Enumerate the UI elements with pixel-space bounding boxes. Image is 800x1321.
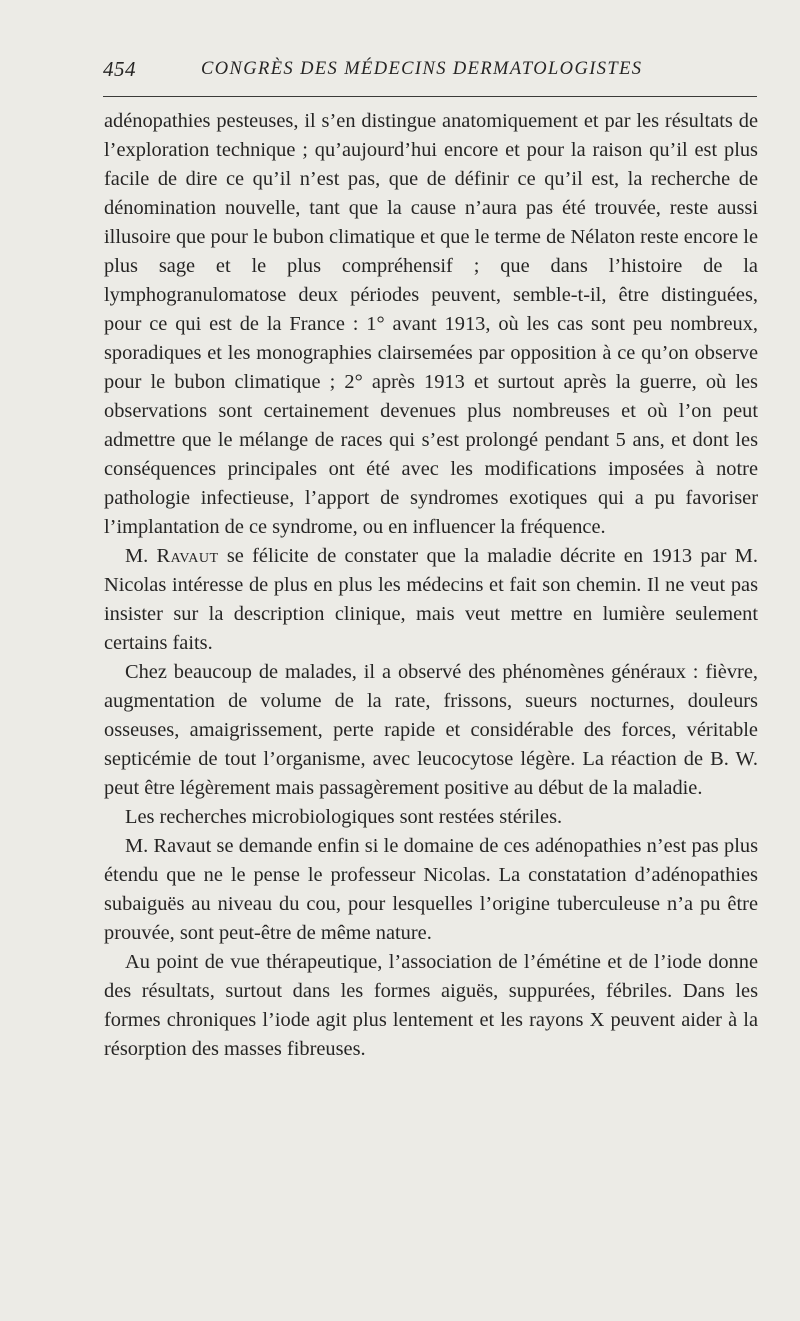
body-text xyxy=(104,107,758,1064)
running-header xyxy=(103,57,758,87)
running-title: CONGRÈS DES MÉDECINS DERMATOLOGISTES xyxy=(201,59,643,79)
paragraph-symptoms: Chez beaucoup de malades, il a observé des phénomènes généraux : fièvre, augmentation de volume de la rate, frissons, sueurs nocturnes, douleurs osseuses, amaigrissement, perte rapide et considérable des forces, véritable septicémie de tout l’organisme, avec leucocytose légère. La réaction de B. W. peut être légèrement mais passagèrement positive au début de la maladie. xyxy=(104,661,758,799)
page-number: 454 xyxy=(103,57,136,81)
paragraph-ravaut-intro xyxy=(104,542,758,658)
author-name: Ravaut xyxy=(156,545,219,567)
paragraph-text: se félicite de constater que la maladie décrite en 1913 par M. Nicolas intéresse de plus en plus les médecins et fait son chemin. Il ne veut pas insister sur la description clinique, mais veut mettre en lumière seulement certains faits. xyxy=(104,545,758,654)
header-rule xyxy=(103,96,757,97)
paragraph-prefix: M. xyxy=(125,545,157,567)
paragraph-continuation: adénopathies pesteuses, il s’en distingue anatomiquement et par les résultats de l’exploration technique ; qu’aujourd’hui encore et pour la raison qu’il est plus facile de dire ce qu’il n’est pas, que de définir ce qu’il est, la recherche de dénomination nouvelle, tant que la cause n’aura pas été trouvée, reste aussi illusoire que pour le bubon climatique et que le terme de Nélaton reste encore le plus sage et le plus compréhensif ; que dans l’histoire de la lymphogranulomatose deux périodes peuvent, semble-t-il, être distinguées, pour ce qui est de la France : 1° avant 1913, où les cas sont peu nombreux, sporadiques et les monographies clairsemées par opposition à ce qu’on observe pour le bubon climatique ; 2° après 1913 et surtout après la guerre, où les observations sont certainement devenues plus nombreuses et où l’on peut admettre que le mélange de races qui s’est prolongé pendant 5 ans, et dont les conséquences principales ont été avec les modifications imposées à notre pathologie infectieuse, l’apport de syndromes exotiques qui a pu favoriser l’implantation de ce syndrome, ou en influencer la fréquence. xyxy=(104,110,758,538)
paragraph-therapy: Au point de vue thérapeutique, l’association de l’émétine et de l’iode donne des résultats, surtout dans les formes aiguës, suppurées, fébriles. Dans les formes chroniques l’iode agit plus lentement et les rayons X peuvent aider à la résorption des masses fibreuses. xyxy=(104,951,758,1060)
paragraph-domain: M. Ravaut se demande enfin si le domaine de ces adénopathies n’est pas plus étendu que ne le pense le professeur Nicolas. La constatation d’adénopathies subaiguës au niveau du cou, pour lesquelles l’origine tuberculeuse n’a pu être prouvée, sont peut-être de même nature. xyxy=(104,835,758,944)
paragraph-microbiology: Les recherches microbiologiques sont restées stériles. xyxy=(125,806,563,828)
